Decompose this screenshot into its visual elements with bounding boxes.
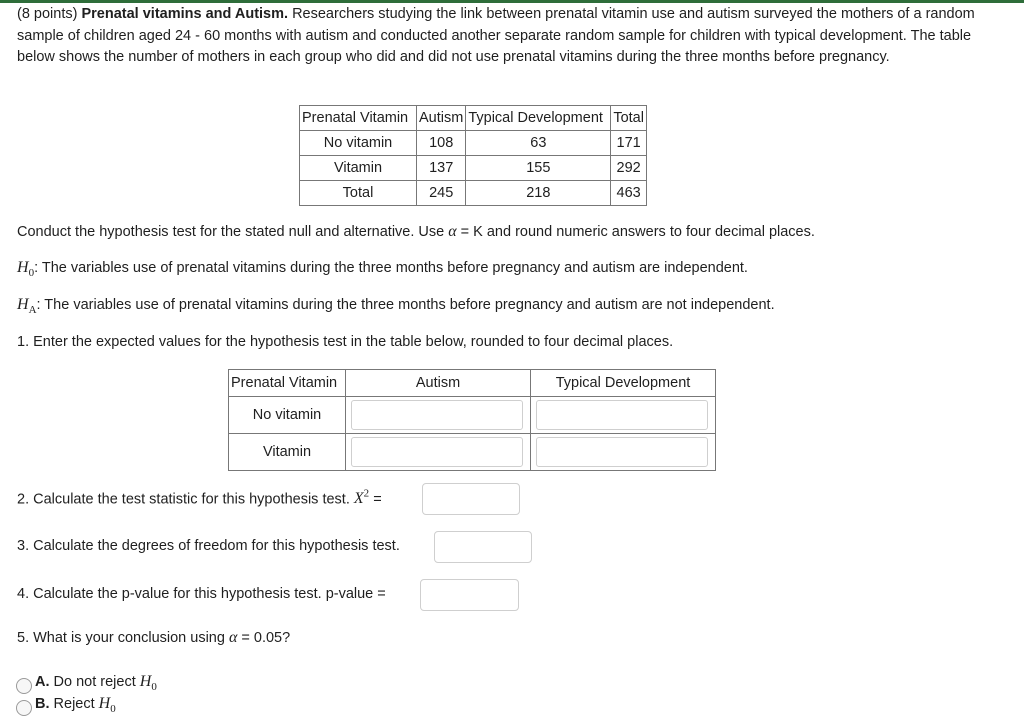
row-label: Total [300, 181, 417, 206]
table-row [229, 434, 716, 471]
expected-input-vit-typical[interactable] [536, 437, 708, 467]
observed-header-row [300, 106, 647, 131]
option-a-letter: A. [35, 674, 50, 690]
top-border [0, 0, 1024, 3]
row-label: Vitamin [300, 156, 417, 181]
cell: 108 [417, 131, 466, 156]
option-a-text: Do not reject [53, 674, 136, 690]
option-b-radio[interactable] [16, 700, 32, 716]
table-row [300, 131, 647, 156]
question-2 [17, 488, 382, 508]
table-row [300, 181, 647, 206]
row-label: No vitamin [300, 131, 417, 156]
cell: 155 [466, 156, 611, 181]
observed-table [299, 105, 647, 206]
test-statistic-input[interactable] [422, 483, 520, 515]
p-value-input[interactable] [420, 579, 519, 611]
option-b-symbol [98, 695, 116, 716]
h0-text: : The variables use of prenatal vitamins during the three months before pregnancy and autism are independent. [34, 260, 748, 276]
observed-header-typical: Typical Development [466, 106, 611, 131]
q5-alpha-symbol: α [228, 629, 238, 646]
ha-sub: A [28, 304, 37, 317]
expected-header-row [229, 370, 716, 397]
conduct-instruction [17, 223, 815, 241]
null-hypothesis [17, 259, 748, 279]
table-row [300, 156, 647, 181]
cell: 63 [466, 131, 611, 156]
option-a-h: H [139, 673, 152, 690]
ha-text: : The variables use of prenatal vitamins during the three months before pregnancy and autism are not independent. [36, 297, 775, 313]
expected-cell [346, 434, 531, 471]
option-b-text: Reject [53, 696, 95, 712]
row-label: No vitamin [229, 397, 346, 434]
expected-cell [531, 397, 716, 434]
cell: 245 [417, 181, 466, 206]
conduct-text-b: = K and round numeric answers to four decimal places. [460, 224, 815, 240]
q2-text: 2. Calculate the test statistic for this hypothesis test. [17, 491, 350, 508]
option-b-h: H [98, 695, 111, 712]
expected-header-autism: Autism [346, 370, 531, 397]
table-row [229, 397, 716, 434]
q5-text-b: = 0.05? [241, 630, 291, 646]
chi-square-symbol [354, 490, 369, 507]
expected-header-typical: Typical Development [531, 370, 716, 397]
option-a[interactable] [35, 673, 157, 693]
question-5 [17, 629, 290, 647]
conduct-text-a: Conduct the hypothesis test for the stated null and alternative. Use [17, 224, 445, 240]
option-a-sub: 0 [151, 681, 157, 694]
points-label: (8 points) [17, 6, 78, 22]
observed-header-autism: Autism [417, 106, 466, 131]
ha-letter: H [17, 296, 29, 313]
expected-table [228, 369, 716, 471]
alpha-symbol: α [448, 223, 457, 240]
problem-intro [17, 4, 997, 69]
option-a-symbol [139, 673, 157, 694]
degrees-of-freedom-input[interactable] [434, 531, 532, 563]
chi-sup: 2 [363, 488, 370, 500]
row-label: Vitamin [229, 434, 346, 471]
ha-symbol [17, 296, 37, 317]
problem-title: Prenatal vitamins and Autism. [81, 6, 289, 22]
option-b-letter: B. [35, 696, 50, 712]
q5-text-a: 5. What is your conclusion using [17, 630, 225, 646]
expected-input-novit-autism[interactable] [351, 400, 523, 430]
expected-input-novit-typical[interactable] [536, 400, 708, 430]
h0-sub: 0 [28, 267, 35, 280]
question-1: 1. Enter the expected values for the hypothesis test in the table below, rounded to four decimal places. [17, 334, 674, 350]
observed-header-prenatal: Prenatal Vitamin [300, 106, 417, 131]
cell: 463 [611, 181, 647, 206]
problem-body: Researchers studying the link between prenatal vitamin use and autism surveyed the mothers of a random sample of children aged 24 - 60 months with autism and conducted another separate random sample for children with typical development. The table below shows the number of mothers in each group who did and did not use prenatal vitamins during the three months before pregnancy. [17, 6, 975, 65]
option-b-sub: 0 [110, 703, 116, 716]
observed-header-total: Total [611, 106, 647, 131]
cell: 171 [611, 131, 647, 156]
q2-equals: = [373, 491, 382, 508]
question-4: 4. Calculate the p-value for this hypothesis test. p-value = [17, 586, 386, 602]
expected-cell [531, 434, 716, 471]
expected-header-prenatal: Prenatal Vitamin [229, 370, 346, 397]
h0-symbol [17, 259, 35, 280]
cell: 137 [417, 156, 466, 181]
expected-cell [346, 397, 531, 434]
expected-input-vit-autism[interactable] [351, 437, 523, 467]
option-a-radio[interactable] [16, 678, 32, 694]
alt-hypothesis [17, 296, 775, 316]
h0-letter: H [17, 259, 29, 276]
option-b[interactable] [35, 695, 116, 715]
cell: 218 [466, 181, 611, 206]
chi-letter: X [353, 490, 364, 508]
cell: 292 [611, 156, 647, 181]
question-3: 3. Calculate the degrees of freedom for this hypothesis test. [17, 538, 400, 554]
